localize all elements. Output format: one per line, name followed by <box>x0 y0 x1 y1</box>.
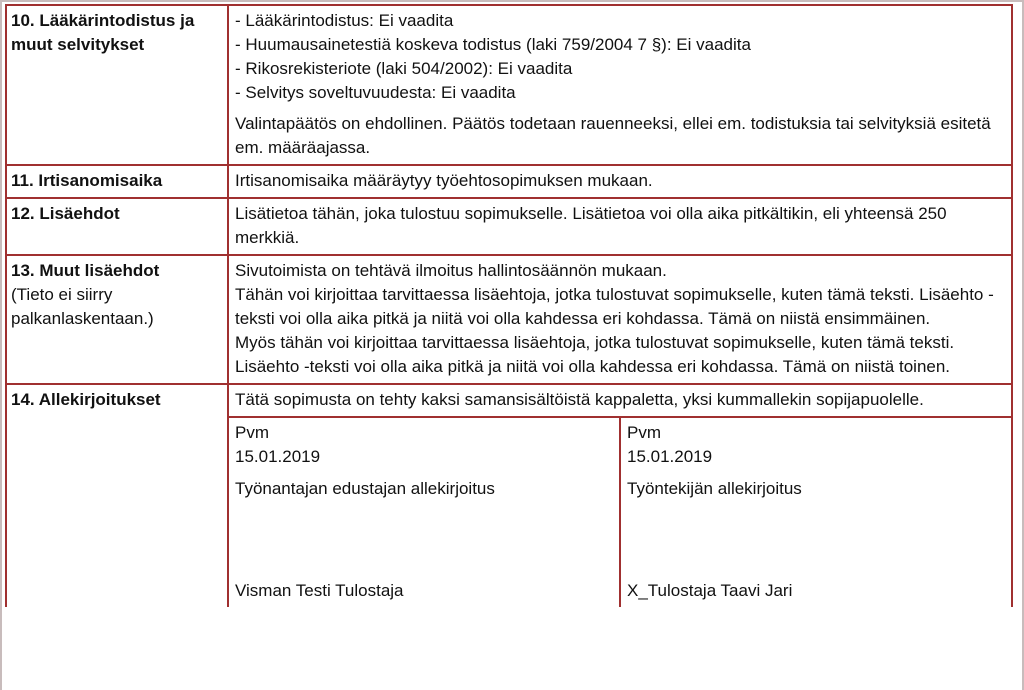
list-item: - Selvitys soveltuvuudesta: Ei vaadita <box>235 83 516 102</box>
section-14-text: Tätä sopimusta on tehty kaksi samansisältöistä kappaletta, yksi kummallekin sopijapuolelle. <box>229 385 1011 418</box>
section-10-note: Valintapäätös on ehdollinen. Päätös todetaan rauenneeksi, ellei em. todistuksia tai selvityksiä esitetä em. määräajassa. <box>235 114 991 157</box>
section-13-value-cell <box>229 256 1011 383</box>
employer-date-label: Pvm <box>235 423 269 442</box>
employee-date: 15.01.2019 <box>627 447 713 466</box>
employer-date: 15.01.2019 <box>235 447 321 466</box>
employer-signature-label: Työnantajan edustajan allekirjoitus <box>235 479 495 498</box>
section-10-row <box>7 6 1011 166</box>
section-13-label-cell <box>7 256 229 383</box>
section-13-line: Tähän voi kirjoittaa tarvittaessa lisäehtoja, jotka tulostuvat sopimukselle, kuten tämä teksti. Lisäehto -teksti voi olla aika pitkä ja niitä voi olla kahdessa eri kohdassa. Tämä on niistä ensimmäinen. <box>235 285 994 328</box>
employer-signature-block <box>229 418 621 607</box>
signatures-area <box>229 385 1011 607</box>
section-12-title: 12. Lisäehdot <box>11 204 120 223</box>
section-11-value-cell <box>229 166 1011 197</box>
section-14-row <box>7 385 1011 607</box>
section-12-value-cell <box>229 199 1011 254</box>
section-10-title: 10. Lääkärintodistus ja muut selvitykset <box>11 11 195 54</box>
signature-columns <box>229 418 1011 607</box>
contract-table <box>5 4 1013 607</box>
employee-signature-block <box>621 418 1011 607</box>
section-11-title: 11. Irtisanomisaika <box>11 171 163 190</box>
employer-name: Visman Testi Tulostaja <box>235 581 404 600</box>
section-11-text: Irtisanomisaika määräytyy työehtosopimuksen mukaan. <box>235 171 653 190</box>
section-13-subtitle: (Tieto ei siirry palkanlaskentaan.) <box>11 285 154 328</box>
section-13-title: 13. Muut lisäehdot <box>11 261 160 280</box>
section-10-value-cell <box>229 6 1011 164</box>
section-13-row <box>7 256 1011 385</box>
list-item: - Rikosrekisteriote (laki 504/2002): Ei vaadita <box>235 59 573 78</box>
section-13-line: Myös tähän voi kirjoittaa tarvittaessa lisäehtoja, jotka tulostuvat sopimukselle, kuten tämä teksti. Lisäehto -teksti voi olla aika pitkä ja niitä voi olla kahdessa eri kohdassa. Tämä on niistä toinen. <box>235 333 955 376</box>
section-11-row <box>7 166 1011 199</box>
employee-date-label: Pvm <box>627 423 661 442</box>
section-13-line: Sivutoimista on tehtävä ilmoitus hallintosäännön mukaan. <box>235 261 667 280</box>
section-12-label-cell <box>7 199 229 254</box>
section-14-title: 14. Allekirjoitukset <box>11 390 161 409</box>
list-item: - Lääkärintodistus: Ei vaadita <box>235 11 454 30</box>
section-11-label-cell <box>7 166 229 197</box>
employee-name: X_Tulostaja Taavi Jari <box>627 581 793 600</box>
employee-signature-label: Työntekijän allekirjoitus <box>627 479 802 498</box>
section-10-label-cell <box>7 6 229 164</box>
list-item: - Huumausainetestiä koskeva todistus (laki 759/2004 7 §): Ei vaadita <box>235 35 751 54</box>
section-12-row <box>7 199 1011 256</box>
section-12-text: Lisätietoa tähän, joka tulostuu sopimukselle. Lisätietoa voi olla aika pitkältikin, eli yhteensä 250 merkkiä. <box>235 204 947 247</box>
section-14-label-cell <box>7 385 229 607</box>
